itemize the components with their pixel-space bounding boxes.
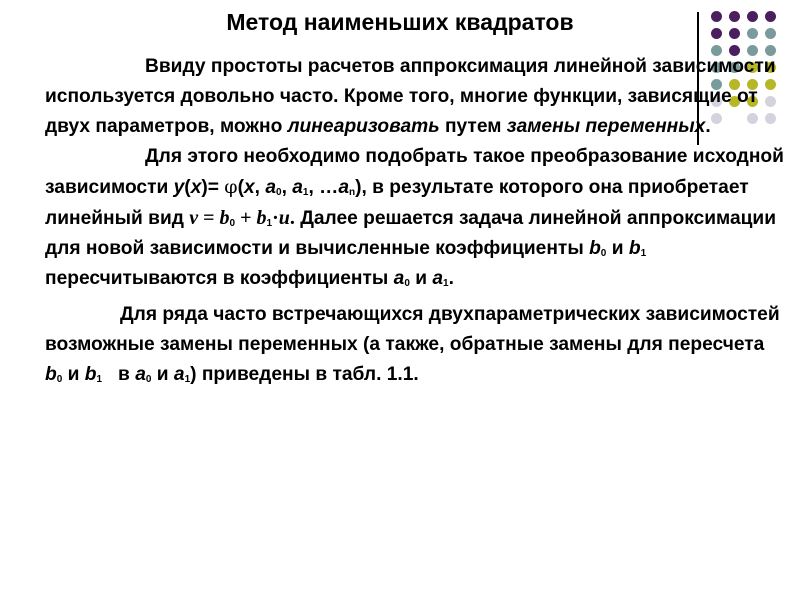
- conj-and-2: и: [409, 268, 433, 289]
- math-v: v: [189, 207, 199, 229]
- p1-emphasis-linearize: линеаризовать: [287, 116, 440, 137]
- p1-text: Ввиду простоты расчетов аппроксимация линейной зависимости используется довольно часто. Кроме того, многие функции, зависящие от двух параметров, можно: [45, 56, 776, 137]
- slide-title: Метод наименьших квадратов: [226, 9, 574, 35]
- p3-coef-b-sub1: 1: [96, 374, 103, 385]
- p3-conj-and: и: [62, 364, 85, 385]
- math-equals: =: [198, 207, 220, 229]
- decorative-dot: [711, 28, 722, 39]
- math-sub-1: 1: [302, 187, 309, 198]
- p2-text-4: пересчитываются в коэффициенты: [45, 268, 394, 289]
- math-sub-n: n: [349, 187, 356, 198]
- p3-coef-b-sub0: 0: [56, 374, 63, 385]
- coef-b: b: [589, 238, 601, 259]
- math-comma-2: ,: [281, 177, 293, 198]
- math-paren-2: (: [237, 177, 244, 198]
- math-y: y: [173, 177, 185, 198]
- math-a-3: a: [338, 177, 350, 198]
- p3-coef-b-2: b: [84, 364, 97, 385]
- math-dot: ·: [272, 207, 279, 229]
- math-paren: (: [184, 177, 191, 198]
- p3-text: Для ряда часто встречающихся двухпараметрических зависимостей возможные замены переменных (а также, обратные замены для пересчета: [45, 304, 780, 355]
- coef-b-2: b: [628, 238, 641, 259]
- p2-text-3: Далее решается задача линейной аппроксимации для новой зависимости и вычисленные коэффициенты: [45, 208, 777, 259]
- math-comma: ,: [254, 177, 266, 198]
- p1-emphasis-substitution: замены переменных: [506, 116, 706, 137]
- coef-b-sub0: 0: [600, 248, 607, 259]
- decorative-dot: [765, 28, 776, 39]
- math-a: a: [265, 177, 277, 198]
- math-ellipsis: , …: [308, 177, 339, 198]
- decorative-dot: [729, 28, 740, 39]
- p3-conj-and-2: и: [151, 364, 174, 385]
- p2-text: Для этого необходимо подобрать такое преобразование исходной зависимости: [45, 146, 784, 198]
- paragraph-1: [45, 52, 785, 142]
- math-period: .: [289, 207, 295, 229]
- decorative-dot: [729, 11, 740, 22]
- p3-text-2: ) приведены в табл. 1.1.: [190, 364, 419, 385]
- math-x: x: [190, 177, 202, 198]
- p3-coef-b: b: [45, 364, 57, 385]
- slide-body: [45, 52, 785, 390]
- decorative-dot: [765, 11, 776, 22]
- math-paren-close: ): [355, 177, 362, 198]
- paragraph-3: [45, 300, 785, 390]
- decorative-dot: [711, 11, 722, 22]
- math-phi: φ: [224, 176, 238, 198]
- math-eq: )=: [201, 177, 225, 198]
- decorative-dot: [747, 11, 758, 22]
- paragraph-2: [45, 142, 785, 294]
- p3-coef-a-2: a: [173, 364, 185, 385]
- coef-a: a: [393, 268, 405, 289]
- p3-prep-in: в: [102, 364, 136, 385]
- coef-a-sub1: 1: [443, 278, 449, 289]
- p2-period: .: [448, 268, 454, 289]
- coef-b-sub1: 1: [640, 248, 647, 259]
- math-sub-0: 0: [276, 187, 282, 198]
- p1-period: .: [705, 116, 711, 137]
- conj-and: и: [606, 238, 629, 259]
- coef-a-sub0: 0: [404, 278, 410, 289]
- math-u: u: [278, 207, 290, 229]
- math-b1-sub: 1: [266, 218, 273, 229]
- math-b0-sub: 0: [229, 218, 236, 229]
- math-a-2: a: [292, 177, 303, 198]
- coef-a-2: a: [432, 268, 444, 289]
- p1-text-2: путем: [439, 116, 507, 137]
- decorative-dot: [747, 28, 758, 39]
- math-b1: b: [256, 207, 267, 229]
- p3-coef-a: a: [135, 364, 146, 385]
- math-b0: b: [219, 207, 230, 229]
- math-x-2: x: [244, 177, 255, 198]
- p3-coef-a-sub1: 1: [184, 374, 191, 385]
- p3-coef-a-sub0: 0: [145, 374, 152, 385]
- math-plus: +: [235, 207, 257, 229]
- p2-text-2: , в результате которого она приобретает линейный вид: [45, 177, 749, 229]
